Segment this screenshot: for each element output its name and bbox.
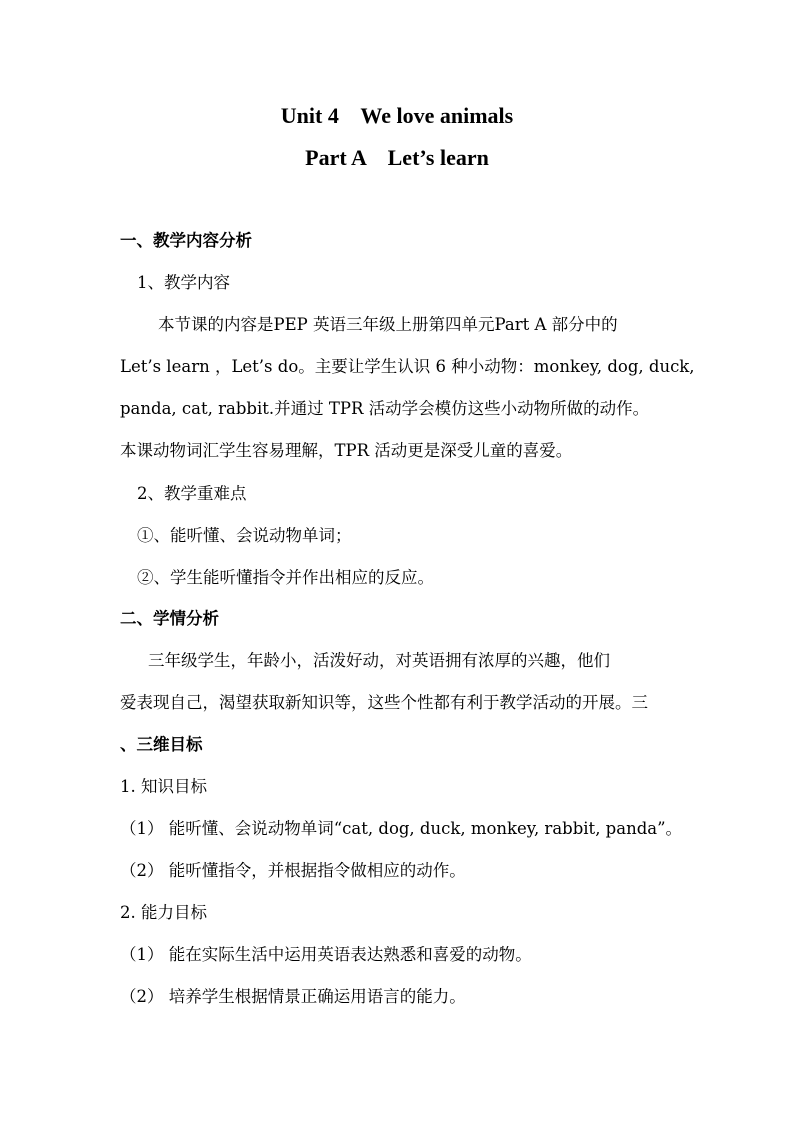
- objective-item: （2） 能听懂指令，并根据指令做相应的动作。: [120, 861, 466, 880]
- paragraph-line: Let’s learn ，Let’s do。主要让学生认识 6 种小动物：monkey, dog, duck,: [120, 357, 695, 376]
- section-heading-objectives: 、三维目标: [120, 735, 203, 754]
- objective-item: （1） 能在实际生活中运用英语表达熟悉和喜爱的动物。: [120, 945, 532, 964]
- key-point-item: ①、能听懂、会说动物单词；: [137, 526, 352, 545]
- objective-heading-ability: 2. 能力目标: [120, 903, 207, 922]
- document-title: Unit 4 We love animals: [280, 103, 514, 128]
- objective-heading-knowledge: 1. 知识目标: [120, 777, 207, 796]
- paragraph-line: 三年级学生，年龄小，活泼好动，对英语拥有浓厚的兴趣，他们: [148, 651, 610, 670]
- paragraph-line: panda, cat, rabbit.并通过 TPR 活动学会模仿这些小动物所做的动作。: [120, 399, 650, 418]
- objective-item: （1） 能听懂、会说动物单词“cat, dog, duck, monkey, rabbit, panda”。: [120, 819, 683, 838]
- subheading-teaching-content: 1、教学内容: [137, 273, 230, 292]
- paragraph-line: 爱表现自己，渴望获取新知识等，这些个性都有利于教学活动的开展。三: [120, 693, 648, 712]
- section-heading-content-analysis: 一、教学内容分析: [120, 231, 252, 250]
- paragraph-line: 本课动物词汇学生容易理解，TPR 活动更是深受儿童的喜爱。: [120, 441, 573, 460]
- section-heading-learner-analysis: 二、学情分析: [120, 609, 219, 628]
- subheading-key-points: 2、教学重难点: [137, 484, 247, 503]
- objective-item: （2） 培养学生根据情景正确运用语言的能力。: [120, 987, 466, 1006]
- key-point-item: ②、学生能听懂指令并作出相应的反应。: [137, 568, 434, 587]
- paragraph-line: 本节课的内容是PEP 英语三年级上册第四单元Part A 部分中的: [158, 315, 618, 334]
- document-subtitle: Part A Let’s learn: [305, 145, 489, 170]
